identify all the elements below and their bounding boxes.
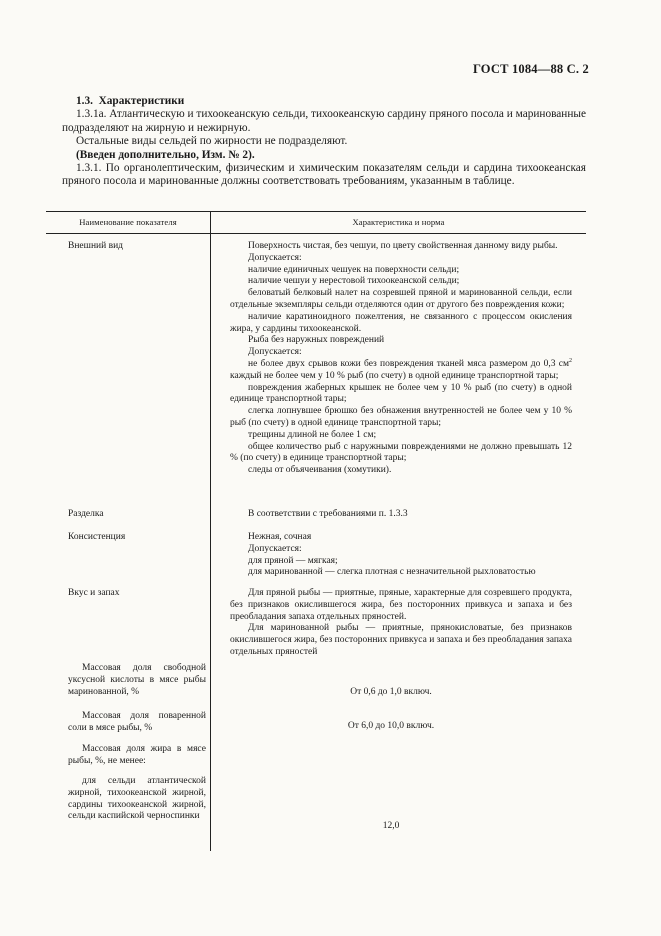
paragraph-1-3-1a: 1.3.1а. Атлантическую и тихоокеанскую сельди, тихоокеанскую сардину пряного посола и маринованные подразделяют на жирную и нежирную. [62,108,586,134]
indicator-norm: 12,0 [382,821,400,831]
indicator-norm: От 0,6 до 1,0 включ. [350,687,432,697]
paragraph-other-species: Остальные виды сельдей по жирности не подразделяют. [76,135,348,148]
indicator-name: Внешний вид [68,241,123,251]
table-top-rule [46,211,586,212]
page-header: ГОСТ 1084—88 С. 2 [472,62,589,76]
paragraph-1-3-1: 1.3.1. По органолептическим, физическим и химическим показателям сельди и сардина тихоокеанская пряного посола и маринованные должны соответствовать требованиям, указанным в таблице. [62,162,586,188]
indicator-norm: В соответствии с требованиями п. 1.3.3 [248,509,408,519]
indicator-name: Массовая доля поваренной соли в мясе рыбы, % [68,711,206,733]
column-header-norm: Характеристика и норма [352,217,445,227]
table-header-rule [46,233,586,234]
indicator-name: Массовая доля свободной уксусной кислоты в мясе рыбы маринованной, % [68,663,206,697]
indicator-norm: Поверхность чистая, без чешуи, по цвету свойственная данному виду рыбы. Допускается: наличие единичных чешуек на поверхности сельди; наличие чешуи у нерестовой тихоокеанской сельди; беловатый белковый налет на созревшей пряной и маринованной сельди, если отдельные экземпляры сельди отделяются один от другого без повреждения кожи; наличие каратиноидного пожелтения, не связанного с процессом окисления жира, у сардины тихоокеанской. Рыба без наружных повреждений Допускается: не более двух срывов кожи без повреждения тканей мяса размером до 0,3 $см^2$ каждый не более чем у 10 % рыб (по счету) в одной единице транспортной тары; повреждения жаберных крышек не более чем у 10 % рыб (по счету) в одной единице транспортной тары; слегка лопнувшее брюшко без обнажения внутренностей не более чем у 10 % рыб (по счету) в одной единице транспортной тары; трещины длиной не более 1 см; общее количество рыб с наружными повреждениями не должно превышать 12 % (по счету) в единице транспортной тары; следы от объячеивания (хомутики). [230,241,572,476]
indicator-name: Массовая доля жира в мясе рыбы, %, не менее: [68,744,206,766]
indicator-norm: Нежная, сочная Допускается: для пряной — мягкая; для маринованной — слегка плотная с незначительной рыхловатостью [248,532,536,578]
section-heading: 1.3. Характеристики [76,95,185,107]
column-header-indicator: Наименование показателя [79,217,177,227]
amendment-note: (Введен дополнительно, Изм. № 2). [76,148,255,161]
indicator-name: Разделка [68,509,104,519]
table-column-divider [210,211,211,851]
indicator-name: Вкус и запах [68,588,120,598]
indicator-norm: Для пряной рыбы — приятные, пряные, характерные для созревшего продукта, без признаков окислившегося жира, без посторонних привкуса и запаха и без преобладания запаха отдельных пряностей. Для маринованной рыбы — приятные, прянокисловатые, без признаков окислившегося жира, без посторонних привкуса и запаха и без преобладания запаха отдельных пряностей [230,588,572,657]
intro-section [62,95,586,189]
indicator-name: Консистенция [68,532,126,542]
indicator-name: для сельди атлантической жирной, тихоокеанской жирной, сардины тихоокеанской жирной, сельди каспийской черноспинки [68,776,206,822]
indicator-norm: От 6,0 до 10,0 включ. [347,721,435,731]
requirements-table [46,211,586,851]
